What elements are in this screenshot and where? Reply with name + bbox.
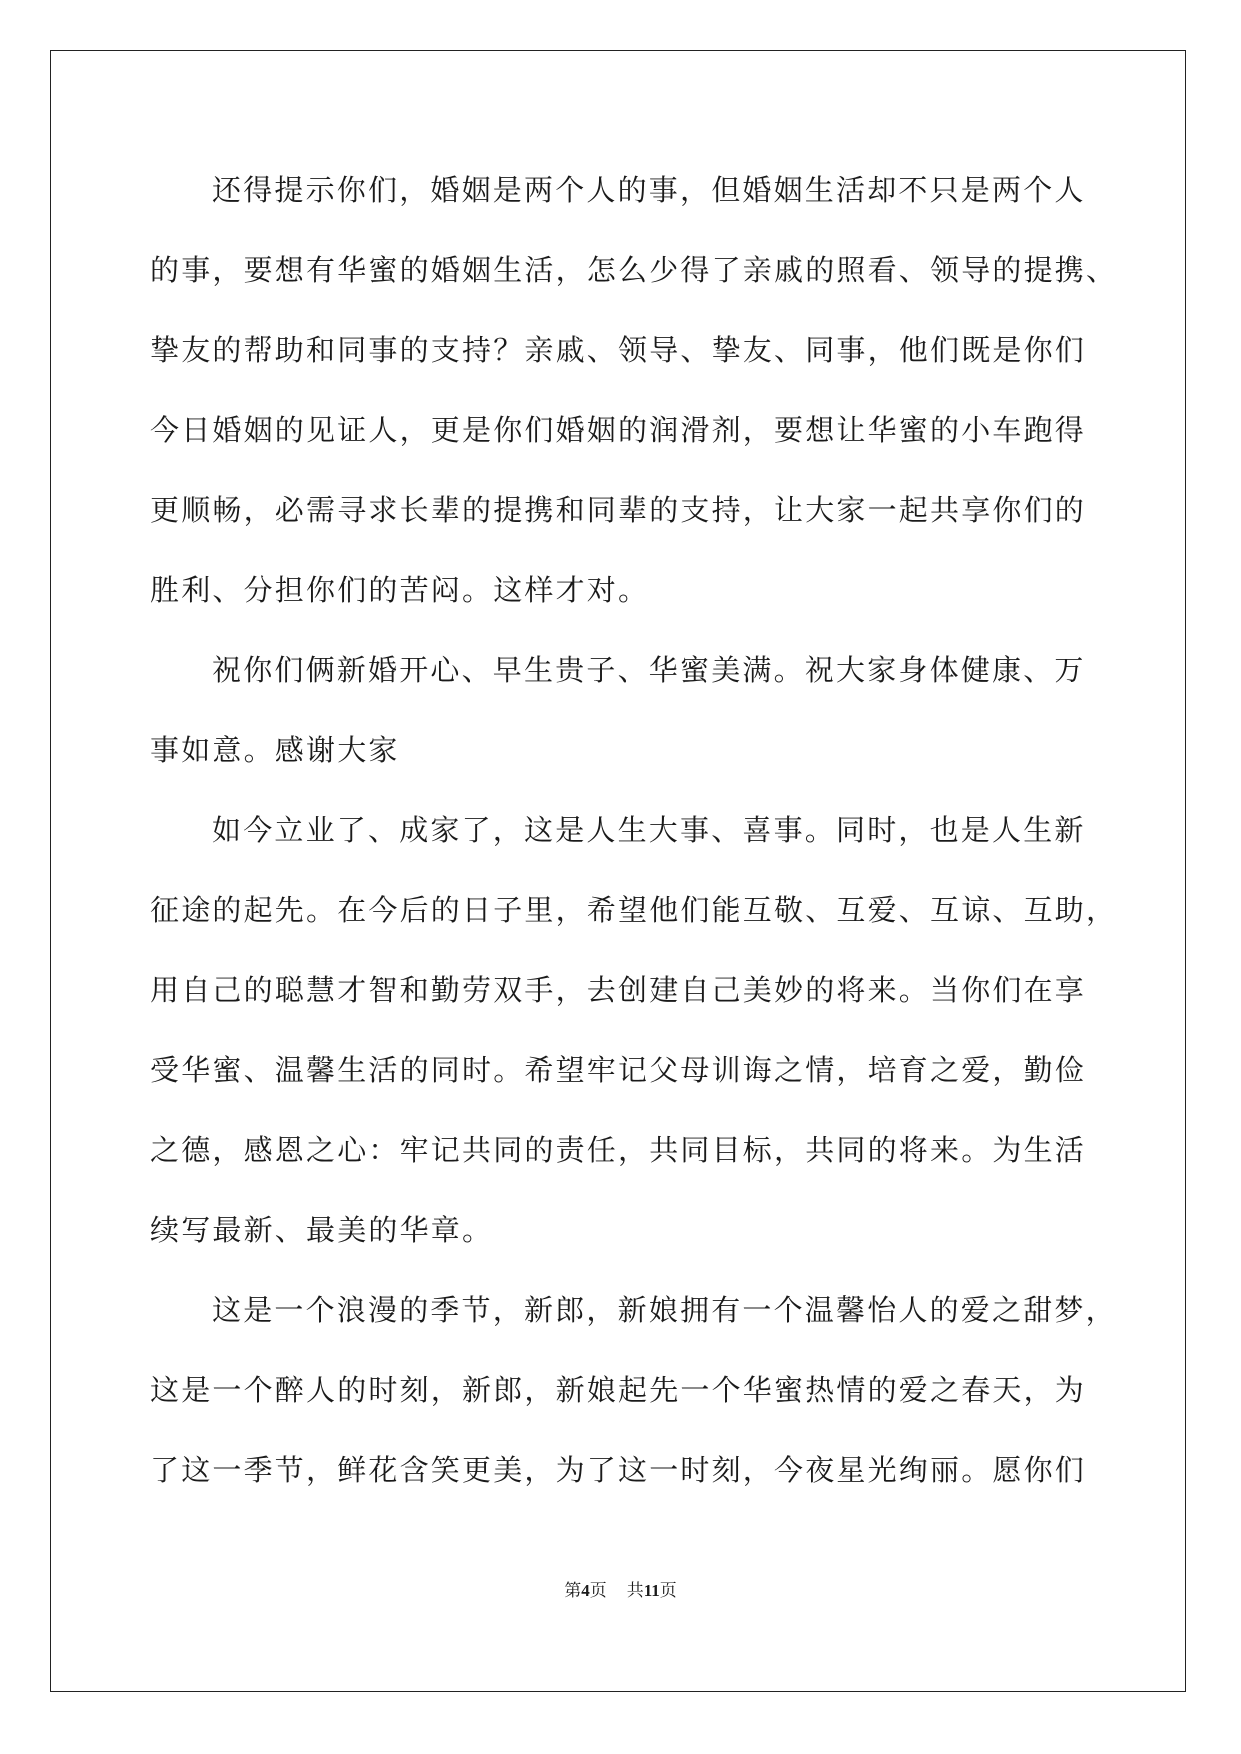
page-number: 4 [581, 1581, 590, 1600]
text-line: 更顺畅，必需寻求长辈的提携和同辈的支持，让大家一起共享你们的 [150, 493, 1087, 527]
text-line: 续写最新、最美的华章。 [150, 1213, 494, 1247]
text-line: 这是一个醉人的时刻，新郎，新娘起先一个华蜜热情的爱之春天，为 [150, 1373, 1087, 1407]
text-line: 还得提示你们，婚姻是两个人的事，但婚姻生活却不只是两个人 [212, 173, 1086, 207]
text-line: 之德，感恩之心：牢记共同的责任，共同目标，共同的将来。为生活 [150, 1133, 1087, 1167]
text-line: 这是一个浪漫的季节，新郎，新娘拥有一个温馨怡人的爱之甜梦， [212, 1293, 1117, 1327]
text-line: 的事，要想有华蜜的婚姻生活，怎么少得了亲戚的照看、领导的提携、 [150, 253, 1118, 287]
text-line: 祝你们俩新婚开心、早生贵子、华蜜美满。祝大家身体健康、万 [212, 653, 1086, 687]
text-line: 挚友的帮助和同事的支持？亲戚、领导、挚友、同事，他们既是你们 [150, 333, 1087, 367]
text-line: 胜利、分担你们的苦闷。这样才对。 [150, 573, 650, 607]
text-line: 事如意。感谢大家 [150, 733, 400, 767]
text-line: 今日婚姻的见证人，更是你们婚姻的润滑剂，要想让华蜜的小车跑得 [150, 413, 1087, 447]
text-line: 用自己的聪慧才智和勤劳双手，去创建自己美妙的将来。当你们在享 [150, 973, 1087, 1007]
text-line: 征途的起先。在今后的日子里，希望他们能互敬、互爱、互谅、互助， [150, 893, 1118, 927]
total-prefix: 共 [626, 1581, 644, 1600]
document-body [150, 150, 1118, 1510]
page-prefix: 第 [564, 1581, 582, 1600]
total-pages: 11 [643, 1581, 660, 1600]
text-line: 受华蜜、温馨生活的同时。希望牢记父母训诲之情，培育之爱，勤俭 [150, 1053, 1087, 1087]
page-footer [0, 1576, 1241, 1601]
page-suffix: 页 [589, 1581, 607, 1600]
total-suffix: 页 [659, 1581, 677, 1600]
text-line: 如今立业了、成家了，这是人生大事、喜事。同时，也是人生新 [212, 813, 1086, 847]
text-line: 了这一季节，鲜花含笑更美，为了这一时刻，今夜星光绚丽。愿你们 [150, 1453, 1087, 1487]
